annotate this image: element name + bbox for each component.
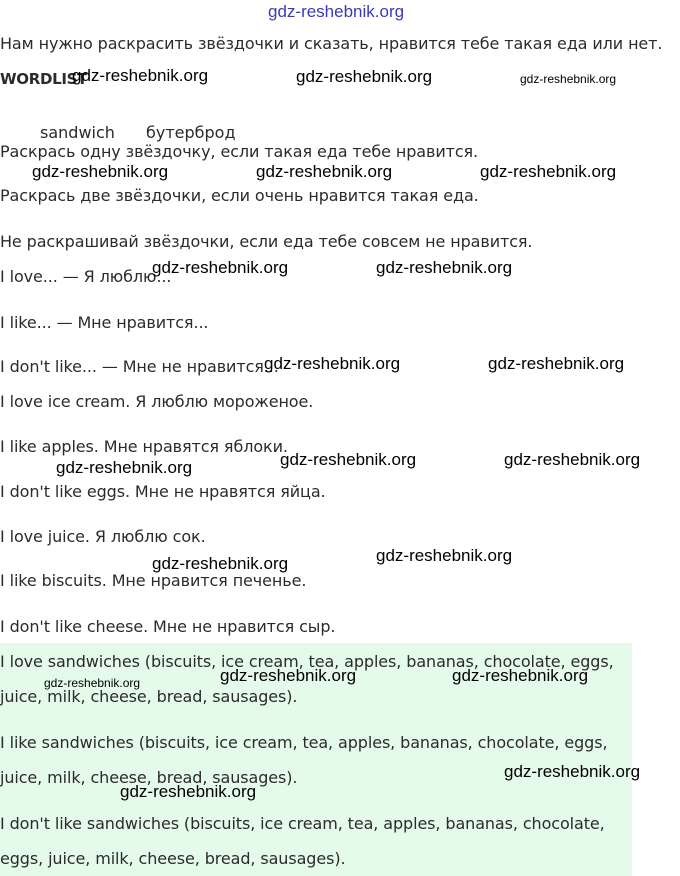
watermark: gdz-reshebnik.org (376, 546, 513, 565)
watermark: gdz-reshebnik.org (504, 762, 641, 781)
answer-line: eggs, juice, milk, cheese, bread, sausages). (0, 849, 346, 868)
answer-line: juice, milk, cheese, bread, sausages). (0, 687, 298, 706)
wordlist-entry (0, 118, 300, 142)
example-line: I like biscuits. Мне нравится печенье. (0, 571, 307, 590)
answer-line: I love sandwiches (biscuits, ice cream, tea, apples, bananas, chocolate, eggs, (0, 652, 614, 671)
answer-line: juice, milk, cheese, bread, sausages). (0, 768, 298, 787)
watermark: gdz-reshebnik.org (520, 72, 617, 86)
watermark: gdz-reshebnik.org (220, 666, 357, 685)
watermark: gdz-reshebnik.org (452, 666, 589, 685)
watermark: gdz-reshebnik.org (480, 162, 617, 181)
watermark: gdz-reshebnik.org (488, 354, 625, 373)
watermark: gdz-reshebnik.org (72, 66, 209, 85)
wordlist-word-en: sandwich (40, 123, 115, 142)
phrase-line: I don't like... — Мне не нравится... (0, 357, 279, 376)
intro-text: Нам нужно раскрасить звёздочки и сказать, нравится тебе такая еда или нет. (0, 34, 663, 53)
watermark: gdz-reshebnik.org (152, 258, 289, 277)
example-line: I love juice. Я люблю сок. (0, 527, 206, 546)
instruction-line: Раскрась одну звёздочку, если такая еда тебе нравится. (0, 142, 479, 161)
answer-line: I like sandwiches (biscuits, ice cream, tea, apples, bananas, chocolate, eggs, (0, 733, 608, 752)
watermark-top: gdz-reshebnik.org (268, 2, 405, 21)
watermark: gdz-reshebnik.org (296, 67, 433, 86)
example-line: I love ice cream. Я люблю мороженое. (0, 392, 314, 411)
answer-line: I don't like sandwiches (biscuits, ice cream, tea, apples, bananas, chocolate, (0, 814, 605, 833)
watermark: gdz-reshebnik.org (264, 354, 401, 373)
instruction-line: Не раскрашивай звёздочки, если еда тебе совсем не нравится. (0, 232, 533, 251)
wordlist-heading: WORDLIST (0, 70, 88, 88)
watermark: gdz-reshebnik.org (56, 458, 193, 477)
watermark: gdz-reshebnik.org (504, 450, 641, 469)
watermark: gdz-reshebnik.org (32, 162, 169, 181)
wordlist-word-ru: бутерброд (146, 123, 236, 142)
watermark: gdz-reshebnik.org (44, 676, 141, 690)
phrase-line: I love... — Я люблю... (0, 267, 172, 286)
example-line: I don't like eggs. Мне не нравятся яйца. (0, 482, 326, 501)
watermark: gdz-reshebnik.org (152, 554, 289, 573)
watermark: gdz-reshebnik.org (376, 258, 513, 277)
instruction-line: Раскрась две звёздочки, если очень нравится такая еда. (0, 186, 479, 205)
watermark: gdz-reshebnik.org (120, 782, 257, 801)
example-line: I don't like cheese. Мне не нравится сыр. (0, 617, 336, 636)
example-line: I like apples. Мне нравятся яблоки. (0, 437, 288, 456)
watermark: gdz-reshebnik.org (256, 162, 393, 181)
phrase-line: I like... — Мне нравится... (0, 313, 209, 332)
watermark: gdz-reshebnik.org (280, 450, 417, 469)
